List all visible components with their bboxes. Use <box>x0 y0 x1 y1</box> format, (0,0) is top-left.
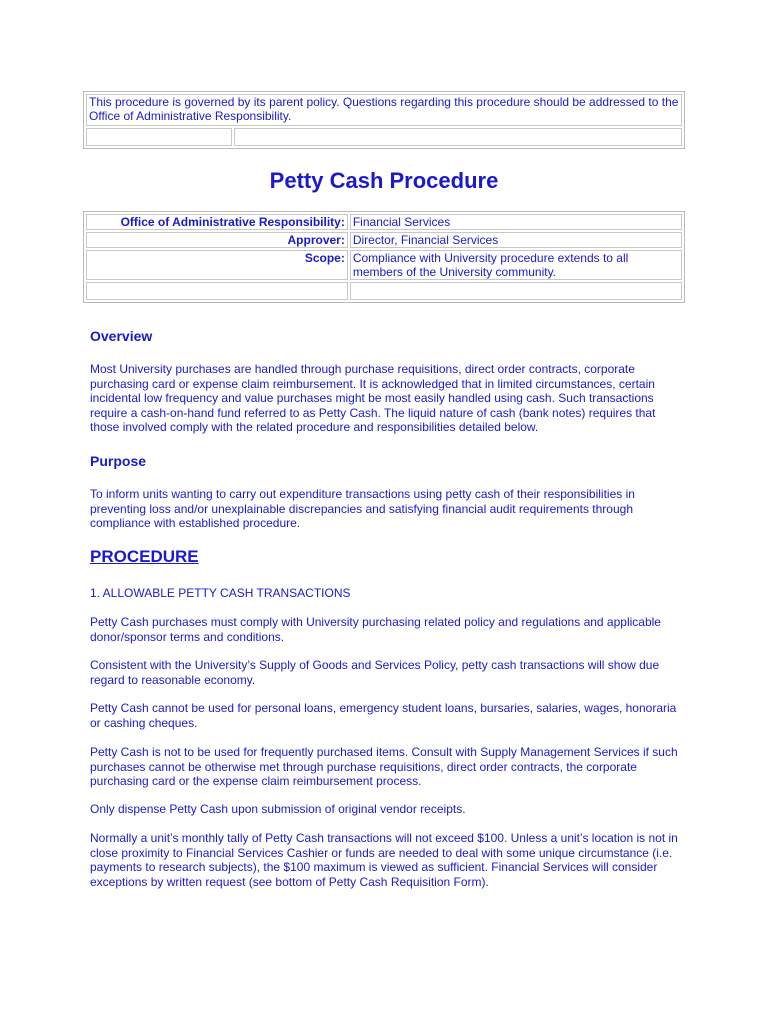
scope-value: Compliance with University procedure extends to all members of the University community. <box>350 250 682 280</box>
notice-empty-cell-left <box>86 128 232 146</box>
notice-empty-cell-right <box>234 128 682 146</box>
page-title: Petty Cash Procedure <box>269 168 499 193</box>
info-row-scope <box>86 250 682 280</box>
approver-value: Director, Financial Services <box>350 232 682 248</box>
procedure-paragraph-3: Petty Cash cannot be used for personal loans, emergency student loans, bursaries, salaries, wages, honoraria or cashing cheques. <box>90 701 677 730</box>
procedure-paragraph-5: Only dispense Petty Cash upon submission of original vendor receipts. <box>90 802 466 816</box>
purpose-text: To inform units wanting to carry out expenditure transactions using petty cash of their responsibilities in preventing loss and/or unexplainable discrepancies and satisfying financial audit requirements through compliance with established procedure. <box>90 487 635 530</box>
overview-text: Most University purchases are handled through purchase requisitions, direct order contracts, corporate purchasing card or expense claim reimbursement. It is acknowledged that in limited circumstances, certain incidental low frequency and value purchases might be most easily handled using cash. Such transactions require a cash-on-hand fund referred to as Petty Cash. The liquid nature of cash (bank notes) requires that those involved comply with the related procedure and responsibilities detailed below. <box>90 362 656 434</box>
office-label: Office of Administrative Responsibility: <box>86 214 348 230</box>
procedure-heading: PROCEDURE <box>90 547 199 566</box>
info-empty-cell-left <box>86 282 348 300</box>
procedure-paragraph-4: Petty Cash is not to be used for frequently purchased items. Consult with Supply Management Services if such purchases cannot be otherwise met through purchase requisitions, direct order contracts, the corporate purchasing card or the expense claim reimbursement process. <box>90 745 678 788</box>
info-row-office <box>86 214 682 230</box>
purpose-heading: Purpose <box>90 453 147 469</box>
info-empty-cell-right <box>350 282 682 300</box>
info-row-empty <box>86 282 682 300</box>
info-table <box>83 211 685 303</box>
overview-heading: Overview <box>90 328 153 344</box>
procedure-paragraph-1: Petty Cash purchases must comply with University purchasing related policy and regulations and applicable donor/sponsor terms and conditions. <box>90 615 661 644</box>
section-1-heading: 1. ALLOWABLE PETTY CASH TRANSACTIONS <box>90 586 351 600</box>
scope-label: Scope: <box>86 250 348 280</box>
approver-label: Approver: <box>86 232 348 248</box>
notice-text: This procedure is governed by its parent policy. Questions regarding this procedure should be addressed to the Office of Administrative Responsibility. <box>86 94 682 126</box>
office-value: Financial Services <box>350 214 682 230</box>
procedure-paragraph-2: Consistent with the University’s Supply of Goods and Services Policy, petty cash transactions will show due regard to reasonable economy. <box>90 658 660 687</box>
procedure-paragraph-6: Normally a unit’s monthly tally of Petty Cash transactions will not exceed $100. Unless a unit’s location is not in close proximity to Financial Services Cashier or funds are needed to deal with some unique circumstance (i.e. payments to research subjects), the $100 maximum is viewed as sufficient. Financial Services will consider exceptions by written request (see bottom of Petty Cash Requisition Form). <box>90 831 678 889</box>
info-row-approver <box>86 232 682 248</box>
notice-table <box>83 91 685 149</box>
